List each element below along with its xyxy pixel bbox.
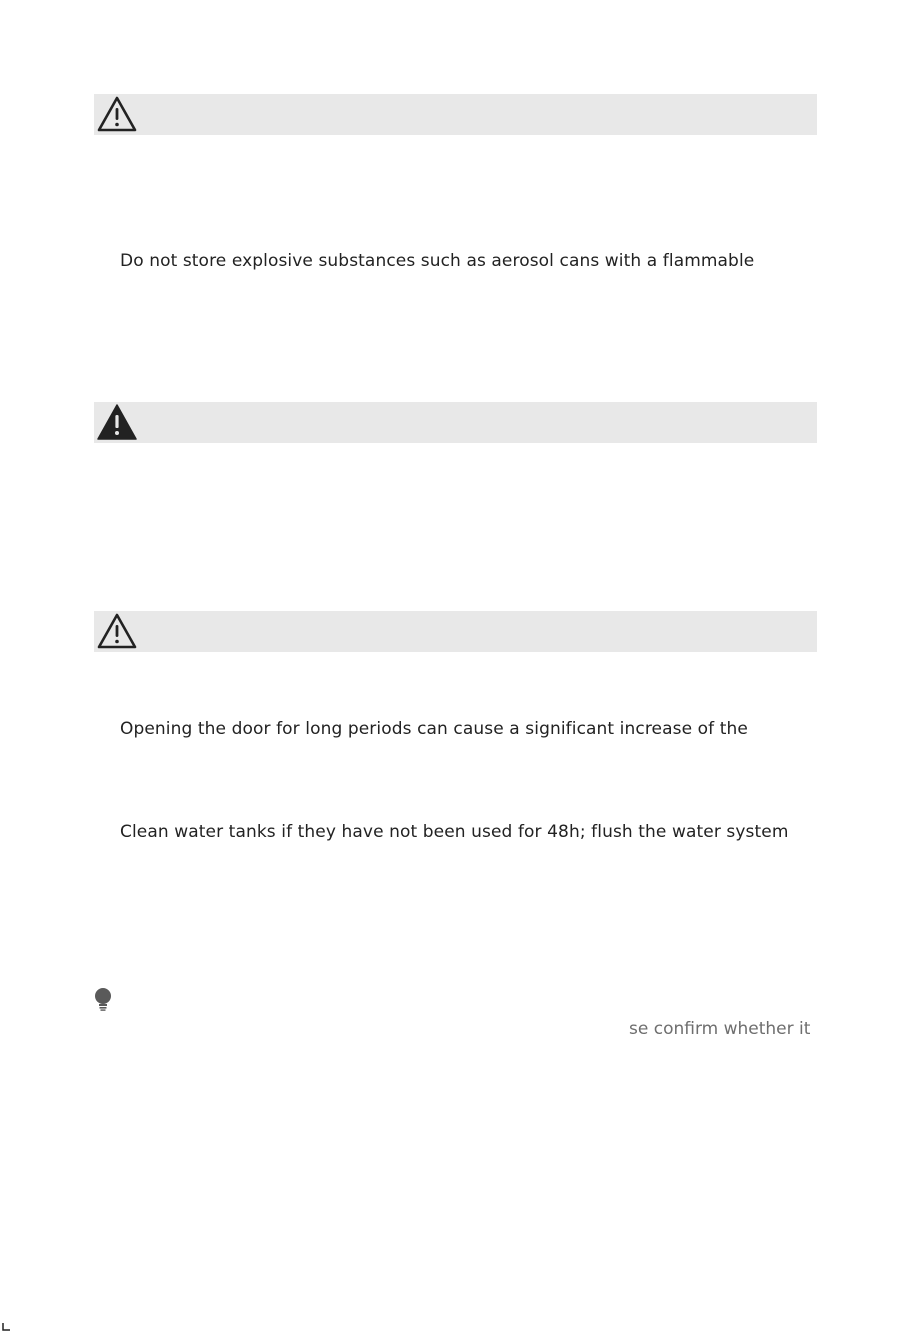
caution-text-line: Do not store explosive substances such as aerosol cans with a flammable: [120, 251, 755, 271]
corner-mark: [2, 1316, 10, 1324]
warning-triangle-filled-icon: [96, 403, 138, 441]
caution-header-bar: [94, 611, 817, 652]
caution-text-line: Opening the door for long periods can cause a significant increase of the: [120, 719, 748, 739]
warning-header-bar: [94, 402, 817, 443]
note-text: se confirm whether it: [629, 1019, 811, 1039]
caution-text-line: Clean water tanks if they have not been used for 48h; flush the water system: [120, 822, 789, 842]
warning-triangle-outline-icon: [96, 612, 138, 650]
warning-triangle-outline-icon: [96, 95, 138, 133]
lightbulb-icon: [92, 987, 114, 1011]
caution-header-bar: [94, 94, 817, 135]
